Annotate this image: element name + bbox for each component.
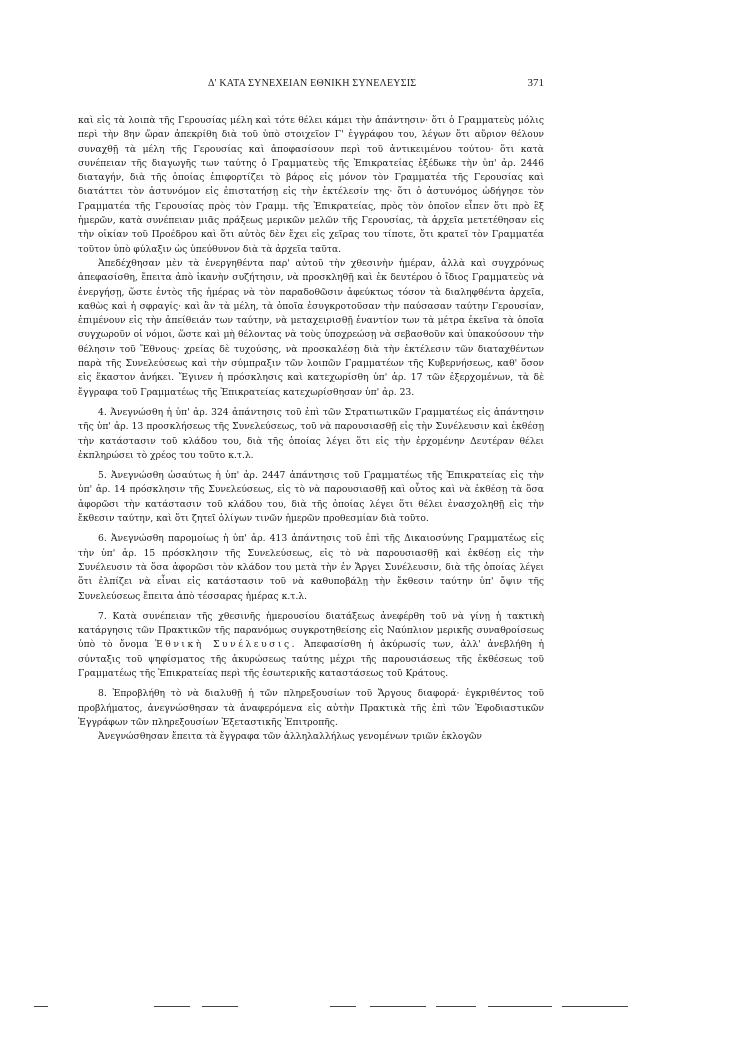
page-body <box>78 114 544 744</box>
paragraph-final: Ἀνεγνώσθησαν ἔπειτα τὰ ἔγγραφα τῶν ἀλληλαλλήλως γενομένων τριῶν ἐκλογῶν <box>98 731 483 743</box>
page <box>78 70 544 744</box>
scan-mark <box>488 1006 552 1007</box>
paragraph-decision: Ἀπεδέχθησαν μὲν τὰ ἐνεργηθέντα παρ' αὐτοῦ τὴν χθεσινὴν ἡμέραν, ἀλλὰ καὶ συγχρόνως ἀπεφασίσθη, ἔπειτα ἀπὸ ἱκανὴν συζήτησιν, νὰ προσκληθῇ καὶ ἐκ δευτέρου ὁ ἴδιος Γραμματεὺς νὰ ἐνεργήσῃ, ὥστε ἐντὸς τῆς ἡμέρας νὰ τὸν παραδοθῶσιν ἀφεύκτως τόσον τὰ διαληφθέντα ἀρχεῖα, καθὼς καὶ ἡ σφραγίς· καὶ ἂν τὰ μέλη, τὰ ὁποῖα ἐσυγκροτοῦσαν τὴν παύσασαν ταύτην Γερουσίαν, ἐπιμένουν εἰς τὴν ἀπείθειάν των ταύτην, νὰ μεταχειρισθῇ ἐναντίον των τὰ μέτρα ἐκεῖνα τὰ ὁποῖα συγχωροῦν οἱ νόμοι, ὥστε καὶ μὴ θέλοντας νὰ τοὺς ὑποχρεώσῃ νὰ σεβασθοῦν καὶ ὑπακούσουν τὴν θέλησιν τοῦ Ἔθνους· χρείας δὲ τυχούσης, νὰ προσκαλέσῃ διὰ τὴν ἐκτέλεσιν τῶν διαταχθέντων παρὰ τῆς Συνελεύσεως καὶ τὴν σύμπραξιν τῶν λοιπῶν Γραμματέων τῆς Κυβερνήσεως, καθ' ὅσον εἰς ἕκαστον ἀνήκει. Ἔγινεν ἡ πρόσκλησις καὶ κατεχωρίσθη ὑπ' ἀρ. 17 τῶν ἐξερχομένων, τὰ δὲ ἔγγραφα τοῦ Γραμματέως τῆς Ἐπικρατείας κατεχωρίσθησαν ὑπ' ἀρ. 23. <box>78 257 544 398</box>
scan-mark <box>562 1006 628 1007</box>
paragraph-5: 5. Ἀνεγνώσθη ὡσαύτως ἡ ὑπ' ἀρ. 2447 ἀπάντησις τοῦ Γραμματέως τῆς Ἐπικρατείας εἰς τὴν ὑπ' ἀρ. 14 πρόσκλησιν τῆς Συνελεύσεως, εἰς τὸ νὰ παρουσιασθῇ καὶ οὗτος καὶ νὰ ἐκθέσῃ τὰ ὅσα ἀφορῶσι τὴν κατάστασιν τοῦ κλάδου του, διὰ τῆς ὁποίας λέγει ὅτι θέλει ἐνασχοληθῇ εἰς τὴν ἔκθεσιν ταύτην, καὶ ὅτι ζητεῖ ὀλίγων τινῶν ἡμερῶν προθεσμίαν διὰ τοῦτο. <box>78 470 544 525</box>
paragraph-7 <box>78 610 544 681</box>
scan-mark <box>330 1006 356 1007</box>
page-number: 371 <box>527 77 544 89</box>
running-head: Δ' ΚΑΤΑ ΣΥΝΕΧΕΙΑΝ ΕΘΝΙΚΗ ΣΥΝΕΛΕΥΣΙΣ <box>208 78 417 89</box>
scan-mark <box>154 1006 190 1007</box>
footer-scan-marks <box>34 1006 634 1010</box>
scan-mark <box>34 1006 48 1007</box>
paragraph-7-text-before: 7. Κατὰ συνέπειαν τῆς χθεσινῆς ἡμερουσίου διατάξεως ἀνεφέρθη τοῦ νὰ γίνῃ ἡ τακτικὴ κατάργησις τῶν Πρακτικῶν τῆς παρανόμως συγκροτηθείσης εἰς Ναύπλιον μερικῆς συναθροίσεως ὑπὸ τὸ ὄνομα <box>78 610 544 651</box>
scan-mark <box>436 1006 476 1007</box>
page-header <box>78 70 544 92</box>
paragraph-4: 4. Ἀνεγνώσθη ἡ ὑπ' ἀρ. 324 ἀπάντησις τοῦ ἐπὶ τῶν Στρατιωτικῶν Γραμματέως εἰς ἀπάντησιν τῆς ὑπ' ἀρ. 13 προσκλήσεως τῆς Συνελεύσεως, τοῦ νὰ παρουσιασθῇ εἰς τὴν Συνέλευσιν καὶ ἐκθέσῃ τὴν κατάστασιν τοῦ κλάδου του, διὰ τῆς ὁποίας λέγει ὅτι εἰς τὴν ἐρχομένην Δευτέραν θέλει ἐκπληρώσει τὸ χρέος του τοῦτο κ.τ.λ. <box>78 406 544 461</box>
paragraph-continuation: καὶ εἰς τὰ λοιπὰ τῆς Γερουσίας μέλη καὶ τότε θέλει κάμει τὴν ἀπάντησιν· ὅτι ὁ Γραμματεὺς μόλις περὶ τὴν 8ην ὥραν ἀπεκρίθη διὰ τοῦ ὑπὸ στοιχεῖον Γ' ἐγγράφου του, λέγων ὅτι αὔριον θέλουν συναχθῇ τὰ μέλη τῆς Γερουσίας καὶ ἀποφασίσουν περὶ τοῦ ἀντικειμένου τούτου· ὅτι κατὰ συνέπειαν τῆς διαγωγῆς των ταύτης ὁ Γραμματεὺς τῆς Ἐπικρατείας ἐξέδωκε τὴν ὑπ' ἀρ. 2446 διαταγήν, διὰ τῆς ὁποίας ἐπιφορτίζει τὸ βάρος εἰς μόνον τὸν Γραμματέα τῆς Γερουσίας καὶ διατάττει τὸν ἀστυνόμον εἰς ἐπιστατήσῃ εἰς τὴν ἐκτέλεσίν της· ὅτι ὁ ἀστυνόμος ὡδήγησε τὸν Γραμματέα τῆς Γερουσίας πρὸς τὸν Γραμμ. τῆς Ἐπικρατείας, πρὸς τὸν ὁποῖον εἶπεν ὅτι πρὸ ἓξ ἡμερῶν, κατὰ συνέπειαν μιᾶς πράξεως μερικῶν μελῶν τῆς Γερουσίας, τὰ ἀρχεῖα μετετέθησαν εἰς τὴν οἰκίαν τοῦ Προέδρου καὶ ὅτι αὐτὸς δὲν ἔχει εἰς χεῖρας του τίποτε, ὅτι κρατεῖ τὸν Γραμματέα τοῦτον ὑπὸ φύλαξιν ὡς ὑπεύθυνον διὰ τὰ ἀρχεῖα ταῦτα. <box>78 115 544 255</box>
paragraph-6: 6. Ἀνεγνώσθη παρομοίως ἡ ὑπ' ἀρ. 413 ἀπάντησις τοῦ ἐπὶ τῆς Δικαιοσύνης Γραμματέως εἰς τὴν ὑπ' ἀρ. 15 πρόσκλησιν τῆς Συνελεύσεως, εἰς τὸ νὰ παρουσιασθῇ καὶ ἐκθέσῃ εἰς τὴν Συνέλευσιν τὰ ὅσα ἀφορῶσι τὸν κλάδον του μετὰ τὴν ἐν Ἄργει Συνέλευσιν, διὰ τῆς ὁποίας λέγει ὅτι ἐλπίζει νὰ εἶναι εἰς κατάστασιν τοῦ νὰ καθυποβάλῃ τὴν ἔκθεσιν ταύτην ὑπ' ὄψιν τῆς Συνελεύσεως ἔπειτα ἀπὸ τέσσαρας ἡμέρας κ.τ.λ. <box>78 533 544 602</box>
scan-mark <box>370 1006 426 1007</box>
paragraph-8: 8. Ἐπροβλήθη τὸ νὰ διαλυθῇ ἡ τῶν πληρεξουσίων τοῦ Ἄργους διαφορά· ἐγκριθέντος τοῦ προβλήματος, ἀνεγνώσθησαν τὰ ἀναφερόμενα εἰς αὐτὴν Πρακτικὰ τῆς ἐπὶ τῶν Ἐφοδιαστικῶν Ἐγγράφων τῶν πληρεξουσίων Ἐξεταστικῆς Ἐπιτροπῆς. <box>78 688 544 728</box>
paragraph-7-spaced-phrase: Ἐθνικὴ Συνέλευσις. <box>154 639 298 651</box>
scan-mark <box>202 1006 238 1007</box>
paragraph-7-text-after: Ἀπεφασίσθη ἡ ἀκύρωσίς των, ἀλλ' ἀνεβλήθη ἡ σύνταξις τοῦ ψηφίσματος τῆς ἀκυρώσεως ταύτης μέχρι τῆς παρουσιάσεως τῆς ἐκθέσεως τοῦ Γραμματέως τῆς Ἐπικρατείας περὶ τῆς ἐσωτερικῆς καταστάσεως τοῦ Κράτους. <box>78 639 544 679</box>
